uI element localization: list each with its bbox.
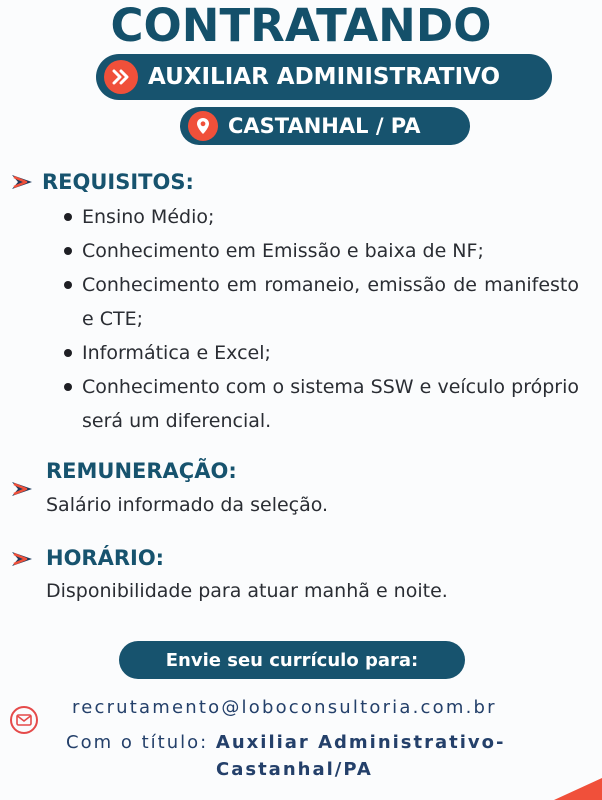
- role-title: AUXILIAR ADMINISTRATIVO: [148, 64, 501, 90]
- mail-icon: [10, 706, 38, 734]
- location-banner: [180, 107, 470, 145]
- location-text: CASTANHAL / PA: [228, 114, 421, 138]
- requisitos-title: REQUISITOS:: [42, 170, 194, 194]
- list-item: Conhecimento em romaneio, emissão de manifesto e CTE;: [64, 268, 579, 336]
- list-item: Conhecimento em Emissão e baixa de NF;: [64, 234, 579, 268]
- map-pin-icon: [188, 111, 218, 141]
- list-item: Ensino Médio;: [64, 200, 579, 234]
- contact-email[interactable]: recrutamento@loboconsultoria.com.br: [72, 697, 497, 718]
- subject-title-continued: Castanhal/PA: [216, 759, 373, 780]
- double-chevron-right-icon: [104, 60, 138, 94]
- email-subject: [66, 729, 566, 757]
- list-item: Informática e Excel;: [64, 336, 579, 370]
- arrow-right-icon: [10, 173, 36, 191]
- remuneracao-title: REMUNERAÇÃO:: [46, 459, 237, 483]
- horario-title: HORÁRIO:: [46, 546, 165, 570]
- headline: CONTRATANDO: [110, 0, 492, 52]
- remuneracao-text: Salário informado da seleção.: [46, 494, 329, 516]
- corner-decoration: [554, 778, 602, 800]
- arrow-right-icon: [10, 480, 36, 498]
- subject-prefix: Com o título:: [66, 732, 209, 753]
- list-item: Conhecimento com o sistema SSW e veículo próprio será um diferencial.: [64, 370, 579, 438]
- arrow-right-icon: [10, 550, 36, 568]
- horario-text: Disponibilidade para atuar manhã e noite.: [46, 580, 448, 602]
- role-banner: [96, 54, 552, 100]
- subject-title: Auxiliar Administrativo-: [215, 732, 506, 753]
- requisitos-list: [64, 200, 579, 438]
- cta-banner: Envie seu currículo para:: [119, 641, 465, 679]
